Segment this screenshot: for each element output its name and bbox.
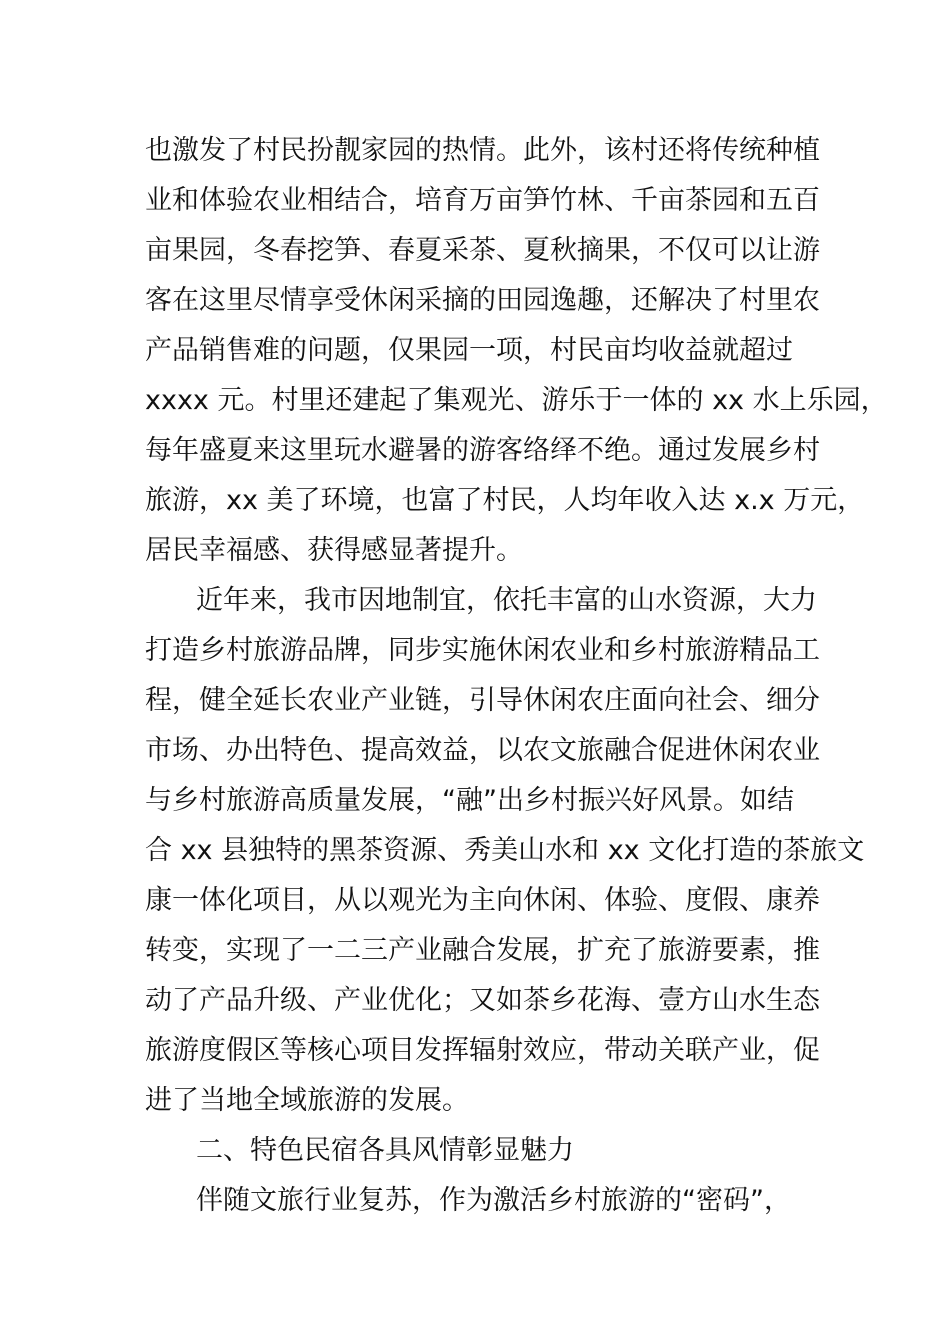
section-heading: 二、特色民宿各具风情彰显魅力 — [196, 1135, 574, 1166]
text-line: 转变，实现了一二三产业融合发展，扩充了旅游要素，推 — [145, 935, 820, 966]
text-line: 市场、办出特色、提高效益，以农文旅融合促进休闲农业 — [145, 735, 820, 766]
text-line: 也激发了村民扮靓家园的热情。此外，该村还将传统种植 — [145, 135, 820, 166]
text-line: 业和体验农业相结合，培育万亩笋竹林、千亩茶园和五百 — [145, 185, 820, 216]
text-line: xxxx 元。村里还建起了集观光、游乐于一体的 xx 水上乐园， — [145, 385, 888, 416]
text-line: 打造乡村旅游品牌，同步实施休闲农业和乡村旅游精品工 — [145, 635, 820, 666]
text-line: 合 xx 县独特的黑茶资源、秀美山水和 xx 文化打造的茶旅文 — [145, 835, 865, 866]
text-line: 亩果园，冬春挖笋、春夏采茶、夏秋摘果，不仅可以让游 — [145, 235, 820, 266]
paragraph-first-line: 近年来，我市因地制宜，依托丰富的山水资源，大力 — [196, 585, 817, 616]
text-line: 每年盛夏来这里玩水避暑的游客络绎不绝。通过发展乡村 — [145, 435, 820, 466]
text-line: 进了当地全域旅游的发展。 — [145, 1085, 469, 1116]
text-line: 与乡村旅游高质量发展，“融”出乡村振兴好风景。如结 — [145, 785, 794, 816]
paragraph-first-line: 伴随文旅行业复苏，作为激活乡村旅游的“密码”， — [196, 1185, 791, 1216]
text-line: 动了产品升级、产业优化；又如茶乡花海、壹方山水生态 — [145, 985, 820, 1016]
text-line: 旅游，xx 美了环境，也富了村民，人均年收入达 x.x 万元， — [145, 485, 865, 516]
text-line: 居民幸福感、获得感显著提升。 — [145, 535, 523, 566]
text-line: 产品销售难的问题，仅果园一项，村民亩均收益就超过 — [145, 335, 793, 366]
text-line: 康一体化项目，从以观光为主向休闲、体验、度假、康养 — [145, 885, 820, 916]
text-line: 程，健全延长农业产业链，引导休闲农庄面向社会、细分 — [145, 685, 820, 716]
text-line: 旅游度假区等核心项目发挥辐射效应，带动关联产业，促 — [145, 1035, 820, 1066]
text-line: 客在这里尽情享受休闲采摘的田园逸趣，还解决了村里农 — [145, 285, 820, 316]
